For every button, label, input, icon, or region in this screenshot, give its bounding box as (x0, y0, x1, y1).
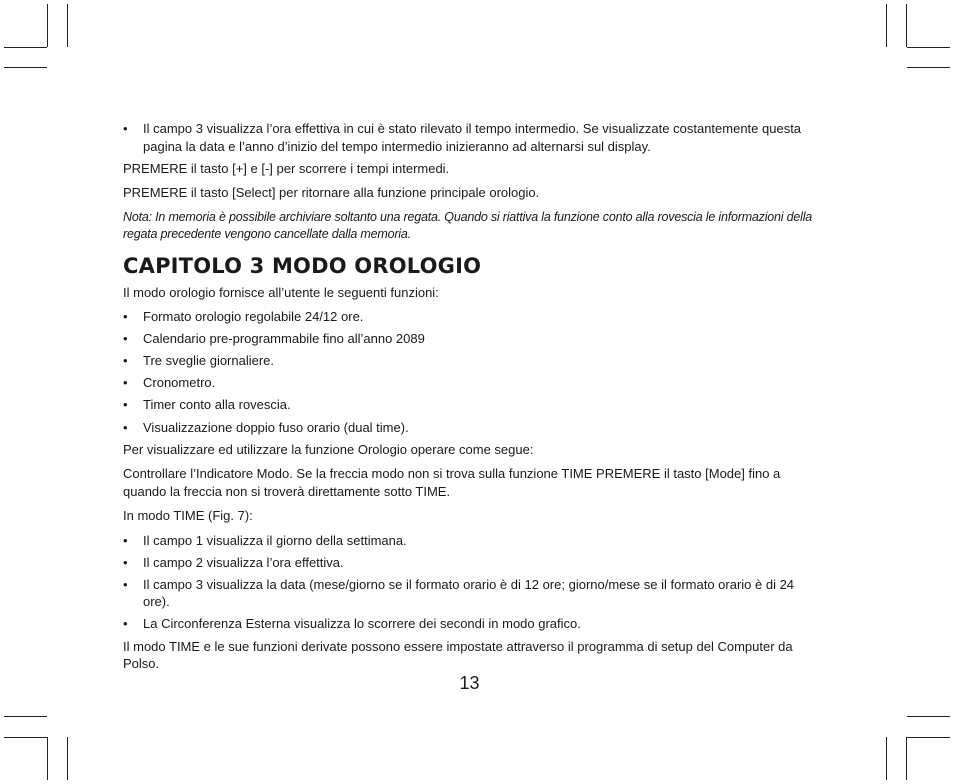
list-item: • Il campo 1 visualizza il giorno della settimana. (123, 532, 821, 550)
crop-mark (4, 67, 47, 68)
crop-mark (4, 47, 47, 48)
crop-mark (886, 4, 887, 47)
page-number: 13 (459, 673, 480, 693)
crop-mark (906, 4, 907, 47)
crop-mark (47, 4, 48, 47)
para-scroll: PREMERE il tasto [+] e [-] per scorrere i tempi intermedi. (123, 160, 450, 176)
list-item: • Formato orologio regolabile 24/12 ore. (123, 308, 821, 326)
intro-text: Il modo orologio fornisce all’utente le seguenti funzioni: (123, 284, 439, 300)
list-item: • Il campo 2 visualizza l’ora effettiva. (123, 554, 821, 572)
top-bullet-list (123, 120, 821, 155)
crop-mark (886, 737, 887, 780)
crop-mark (907, 67, 950, 68)
functions-list (123, 308, 821, 436)
crop-mark (907, 716, 950, 717)
crop-mark (67, 737, 68, 780)
para-time-mode: In modo TIME (Fig. 7): (123, 508, 253, 524)
para-use: Per visualizzare ed utilizzare la funzione Orologio operare come segue: (123, 441, 534, 457)
chapter-title: CAPITOLO 3 MODO OROLOGIO (123, 253, 482, 278)
list-item: • Tre sveglie giornaliere. (123, 352, 821, 370)
crop-mark (67, 4, 68, 47)
para-setup: Il modo TIME e le sue funzioni derivate possono essere impostate attraverso il programma di setup del Computer da Polso. (123, 638, 793, 672)
crop-mark (47, 737, 48, 780)
page-content (123, 120, 821, 680)
crop-mark (4, 716, 47, 717)
crop-mark (907, 737, 950, 738)
note: Nota: In memoria è possibile archiviare soltanto una regata. Quando si riattiva la funzione conto alla rovescia le informazioni della regata precedente vengono cancellate dalla memoria. (123, 209, 813, 242)
crop-mark (906, 737, 907, 780)
list-item: • Timer conto alla rovescia. (123, 396, 821, 414)
time-mode-list (123, 532, 821, 633)
crop-mark (907, 47, 950, 48)
list-item: • La Circonferenza Esterna visualizza lo scorrere dei secondi in modo grafico. (123, 615, 821, 633)
list-item: • Visualizzazione doppio fuso orario (dual time). (123, 419, 821, 437)
list-item: • Il campo 3 visualizza l’ora effettiva in cui è stato rilevato il tempo intermedio. Se visualizzate costantemente questa pagina la data e l’anno d’inizio del tempo intermedio inizieranno ad alternarsi sul display. (123, 120, 821, 155)
para-control: Controllare l’Indicatore Modo. Se la freccia modo non si trova sulla funzione TIME PREMERE il tasto [Mode] fino a quando la freccia non si troverà direttamente sotto TIME. (123, 466, 781, 499)
list-item: • Calendario pre-programmabile fino all’anno 2089 (123, 330, 821, 348)
list-item: • Il campo 3 visualizza la data (mese/giorno se il formato orario è di 12 ore; giorno/mese se il formato orario è di 24 ore). (123, 576, 821, 611)
para-return: PREMERE il tasto [Select] per ritornare alla funzione principale orologio. (123, 185, 540, 201)
crop-mark (4, 737, 47, 738)
list-item: • Cronometro. (123, 374, 821, 392)
